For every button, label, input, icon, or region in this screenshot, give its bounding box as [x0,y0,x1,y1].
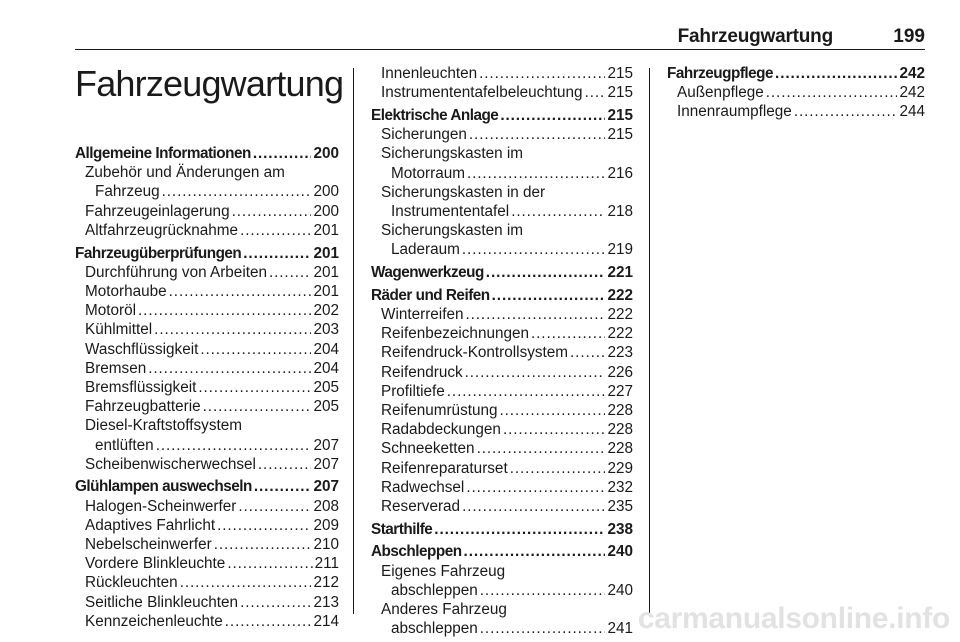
toc-entry[interactable] [75,535,339,554]
toc-entry-title: Glühlampen auswechseln [75,478,252,496]
toc-entry[interactable] [371,240,633,259]
toc-entry-page: 203 [313,321,339,339]
toc-entry[interactable] [667,83,925,102]
toc-entry[interactable] [75,202,339,221]
toc-entry[interactable] [371,202,633,221]
dot-leader [154,320,311,339]
toc-entry-page: 210 [313,536,339,554]
toc-entry[interactable] [371,581,633,600]
dot-leader [480,619,606,638]
toc-entry-title: Schneeketten [381,440,475,458]
toc-entry-page: 207 [313,478,339,496]
dot-leader [477,439,606,458]
toc-entry-page: 200 [313,183,339,201]
page-number: 199 [893,26,925,47]
toc-entry-page: 215 [607,65,633,82]
toc-entry-page: 219 [607,241,633,259]
toc-entry-title: Radabdeckungen [381,421,501,439]
toc-list-2 [371,64,633,638]
dot-leader [240,221,311,240]
toc-entry[interactable] [75,359,339,378]
toc-entry[interactable] [371,64,633,83]
toc-entry-page: 242 [899,84,925,102]
toc-entry[interactable] [371,497,633,516]
toc-entry-title: Motorhaube [85,282,167,300]
toc-entry-page: 200 [313,202,339,220]
toc-entry-page: 222 [607,305,633,323]
toc-entry-page: 205 [313,378,339,396]
toc-entry-title: Motorraum [391,164,465,182]
toc-entry-title: Laderaum [391,241,460,259]
toc-entry-page: 215 [607,84,633,102]
toc-entry[interactable] [371,478,633,497]
toc-column-1 [75,63,344,631]
running-header-title: Fahrzeugwartung [677,26,833,47]
dot-leader [469,125,606,144]
toc-entry-page: 214 [313,612,339,630]
watermark: carmanualsonline.info [637,602,950,635]
dot-leader [214,535,312,554]
dot-leader [511,202,605,221]
dot-leader [243,244,311,263]
toc-entry-title: entlüften [95,436,154,454]
toc-entry-title: Abschleppen [371,543,462,561]
toc-entry-page: 226 [607,363,633,381]
toc-entry-text: Zubehör und Änderungen am [85,164,285,182]
dot-leader [217,516,311,535]
toc-entry-title: Scheibenwischerwechsel [85,455,256,473]
toc-entry-page: 201 [313,221,339,239]
toc-entry[interactable] [371,305,633,324]
toc-entry-title: Radwechsel [381,478,465,496]
toc-entry-title: Instrumententafelbeleuchtung [381,84,583,102]
toc-entry-page: 211 [314,555,339,573]
toc-entry-text: Sicherungskasten im [381,222,523,240]
toc-entry-page: 244 [899,103,925,121]
toc-entry[interactable] [371,459,633,478]
toc-entry-page: 222 [607,286,633,304]
toc-entry-page: 228 [607,440,633,458]
toc-entry-page: 202 [313,302,339,320]
toc-entry-page: 215 [607,106,633,124]
toc-entry-page: 241 [607,620,633,638]
toc-entry[interactable] [75,516,339,535]
toc-entry-text: Anderes Fahrzeug [381,600,507,618]
column-divider [649,68,650,614]
toc-entry-title: Fahrzeugbatterie [85,398,201,416]
toc-entry[interactable] [371,420,633,439]
toc-entry-page: 201 [313,282,339,300]
toc-entry-page: 209 [313,516,339,534]
dot-leader [240,593,311,612]
dot-leader [253,144,312,163]
dot-leader [466,478,605,497]
toc-entry[interactable] [75,593,339,612]
dot-leader [254,477,312,496]
dot-leader [500,401,606,420]
dot-leader [503,420,606,439]
toc-entry[interactable] [75,221,339,240]
toc-entry[interactable] [371,382,633,401]
toc-entry-page: 238 [607,520,633,538]
toc-entry-page: 228 [607,421,633,439]
dot-leader [227,554,312,573]
toc-list-3 [667,64,925,122]
toc-entry[interactable] [371,619,633,638]
toc-entry-title: Motoröl [85,302,137,320]
toc-entry[interactable] [75,612,339,631]
toc-entry[interactable] [371,125,633,144]
toc-entry[interactable] [371,363,633,382]
toc-entry-title: Seitliche Blinkleuchten [85,593,239,611]
toc-entry-page: 204 [313,340,339,358]
dot-leader [258,455,312,474]
toc-entry[interactable] [75,573,339,592]
toc-list-1 [75,144,339,631]
toc-entry-page: 222 [607,325,633,343]
chapter-title: Fahrzeugwartung [75,63,344,104]
dot-leader [203,397,312,416]
dot-leader [510,459,606,478]
dot-leader [480,581,606,600]
toc-entry-title: Reserverad [381,497,461,515]
dot-leader [238,497,311,516]
toc-entry-title: Elektrische Anlage [371,106,499,124]
dot-leader [464,542,606,561]
dot-leader [794,102,898,121]
dot-leader [169,282,312,301]
dot-leader [269,263,311,282]
dot-leader [198,378,311,397]
toc-entry[interactable] [371,83,633,102]
dot-leader [486,263,606,282]
dot-leader [531,324,605,343]
toc-entry-page: 212 [313,574,339,592]
toc-section[interactable] [75,144,339,163]
toc-entry-title: Instrumententafel [391,202,510,220]
toc-entry-title: Adaptives Fahrlicht [85,516,216,534]
dot-leader [447,382,606,401]
toc-entry[interactable] [75,301,339,320]
toc-entry-title: Waschflüssigkeit [85,340,199,358]
toc-entry[interactable] [371,324,633,343]
toc-entry-title: Räder und Reifen [371,286,490,304]
toc-entry-title: Allgemeine Informationen [75,145,251,162]
toc-entry-title: abschleppen [391,581,478,599]
dot-leader [462,240,606,259]
toc-entry-page: 200 [313,145,339,162]
dot-leader [200,340,311,359]
toc-entry-title: Bremsflüssigkeit [85,378,197,396]
toc-entry[interactable] [75,340,339,359]
toc-entry[interactable] [371,343,633,362]
toc-section[interactable] [371,542,633,561]
toc-entry-page: 208 [313,497,339,515]
dot-leader [570,343,605,362]
toc-entry-page: 205 [313,398,339,416]
toc-entry[interactable] [75,282,339,301]
toc-entry-page: 242 [899,65,925,82]
toc-entry[interactable] [75,397,339,416]
toc-entry-page: 201 [313,244,339,262]
toc-section[interactable] [371,520,633,539]
toc-section[interactable] [75,244,339,263]
toc-column-3 [667,64,925,122]
toc-entry-title: Sicherungen [381,126,467,144]
toc-entry[interactable] [75,320,339,339]
toc-entry[interactable] [75,497,339,516]
toc-entry-page: 221 [607,264,633,282]
toc-entry-page: 227 [607,382,633,400]
toc-entry-page: 232 [607,478,633,496]
dot-leader [775,64,897,83]
toc-entry-text: Sicherungskasten in der [381,183,546,201]
toc-entry-title: Fahrzeugüberprüfungen [75,244,242,262]
toc-entry-page: 228 [607,401,633,419]
toc-entry-text: Sicherungskasten im [381,145,523,163]
toc-entry[interactable] [667,102,925,121]
toc-entry-title: abschleppen [391,620,478,638]
toc-entry[interactable] [75,182,339,201]
toc-entry-title: Fahrzeugpflege [667,65,774,82]
toc-entry-title: Altfahrzeugrücknahme [85,221,239,239]
toc-entry[interactable] [75,436,339,455]
toc-entry-title: Fahrzeug [95,183,160,201]
dot-leader [479,64,605,83]
toc-entry-title: Profiltiefe [381,382,445,400]
toc-entry[interactable] [371,401,633,420]
toc-entry-title: Bremsen [85,359,147,377]
dot-leader [138,301,311,320]
toc-entry-title: Reifenbezeichnungen [381,325,529,343]
toc-entry-title: Winterreifen [381,305,464,323]
toc-entry-title: Reifendruck [381,363,463,381]
dot-leader [434,520,605,539]
toc-entry-title: Kühlmittel [85,321,153,339]
toc-entry-page: 213 [313,593,339,611]
toc-entry[interactable] [75,378,339,397]
toc-entry-title: Nebelscheinwerfer [85,536,212,554]
toc-entry-page: 235 [607,497,633,515]
toc-entry[interactable] [75,263,339,282]
toc-entry-page: 218 [607,202,633,220]
toc-entry-title: Außenpflege [677,84,764,102]
toc-entry-title: Wagenwerkzeug [371,264,484,282]
toc-entry-title: Reifendruck-Kontrollsystem [381,344,569,362]
dot-leader [465,363,606,382]
toc-entry-title: Rückleuchten [85,574,178,592]
toc-entry-page: 216 [607,164,633,182]
toc-entry-text: Eigenes Fahrzeug [381,562,506,580]
dot-leader [766,83,898,102]
toc-section[interactable] [667,64,925,83]
toc-entry-title: Halogen-Scheinwerfer [85,497,237,515]
dot-leader [492,286,606,305]
toc-entry-title: Innenraumpflege [677,103,792,121]
dot-leader [156,436,312,455]
dot-leader [162,182,312,201]
toc-entry-title: Fahrzeugeinlagerung [85,202,230,220]
toc-entry-title: Vordere Blinkleuchte [85,555,226,573]
toc-entry-title: Innenleuchten [381,65,478,82]
dot-leader [180,573,312,592]
toc-entry-title: Durchführung von Arbeiten [85,263,267,281]
toc-entry[interactable] [371,439,633,458]
toc-entry-page: 207 [313,455,339,473]
toc-entry[interactable] [75,554,339,573]
header-rule [75,49,925,50]
toc-entry-title: Reifenumrüstung [381,401,498,419]
toc-entry-text: Diesel-Kraftstoffsystem [85,417,242,435]
toc-entry-page: 201 [313,263,339,281]
toc-entry-page: 240 [607,581,633,599]
toc-entry-page: 229 [607,459,633,477]
toc-section[interactable] [371,106,633,125]
toc-section[interactable] [371,263,633,282]
toc-entry-page: 215 [607,126,633,144]
toc-column-2 [371,64,633,638]
toc-entry-page: 240 [607,543,633,561]
dot-leader [462,497,605,516]
toc-entry[interactable] [371,164,633,183]
toc-entry-title: Starthilfe [371,520,433,538]
toc-entry-title: Reifenreparaturset [381,459,508,477]
dot-leader [148,359,311,378]
toc-section[interactable] [75,477,339,496]
dot-leader [465,305,605,324]
dot-leader [225,612,312,631]
toc-entry-page: 223 [607,344,633,362]
toc-section[interactable] [371,286,633,305]
dot-leader [500,106,605,125]
column-divider [353,68,354,614]
dot-leader [585,83,606,102]
toc-entry-page: 207 [313,436,339,454]
dot-leader [232,202,312,221]
toc-entry[interactable] [75,455,339,474]
toc-entry-page: 204 [313,359,339,377]
toc-entry-title: Kennzeichenleuchte [85,612,223,630]
dot-leader [467,164,606,183]
